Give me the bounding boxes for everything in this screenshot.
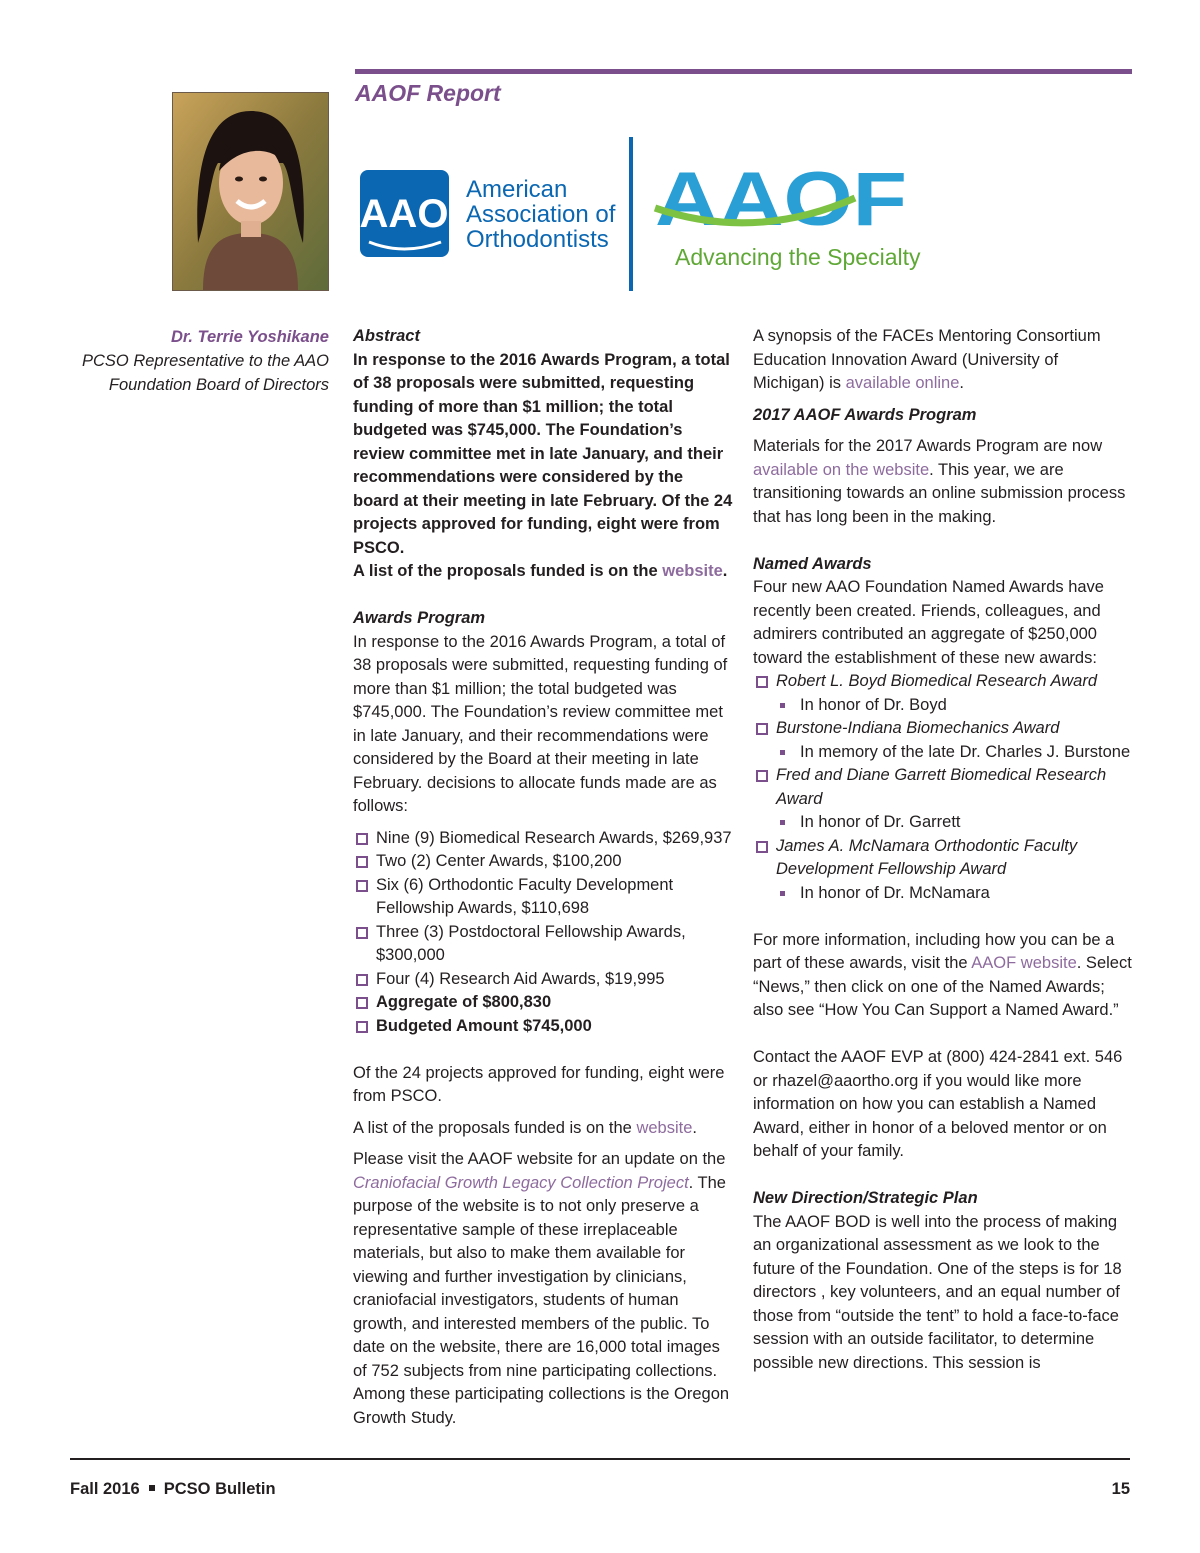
named-award-title: Robert L. Boyd Biomedical Research Award	[753, 670, 1133, 694]
available-on-website-link[interactable]: available on the website	[753, 460, 930, 479]
named-award-title: Burstone-Indiana Biomechanics Award	[753, 717, 1133, 741]
aggregate-item: Aggregate of $800,830	[353, 991, 733, 1015]
author-role-line1: PCSO Representative to the AAO	[81, 352, 329, 370]
awards-2017-paragraph	[753, 435, 1133, 529]
synopsis-period: .	[959, 374, 964, 392]
left-column	[353, 325, 733, 1430]
aaof-tagline: Advancing the Specialty	[675, 244, 921, 270]
awards-2017-text: Materials for the 2017 Awards Program are now	[753, 437, 1103, 455]
named-award-sublist	[753, 811, 1133, 835]
footer-publication: PCSO Bulletin	[163, 1480, 276, 1498]
list-item: Three (3) Postdoctoral Fellowship Awards, $300,000	[353, 921, 733, 968]
funded-list-text: A list of the proposals funded is on the	[353, 1118, 632, 1137]
author-name: Dr. Terrie Yoshikane	[170, 328, 329, 346]
top-rule	[355, 69, 1132, 74]
named-award-honor: In honor of Dr. McNamara	[753, 882, 1133, 906]
named-award-honor: In honor of Dr. Garrett	[753, 811, 1133, 835]
author-photo	[172, 92, 329, 291]
page-number: 15	[1111, 1480, 1130, 1498]
named-award-honor: In memory of the late Dr. Charles J. Burstone	[753, 741, 1133, 765]
more-info-rest: . Select “News,” then click on one of the Named Awards; also see “How You Can Support a Named Award.”	[753, 954, 1132, 1019]
named-award-title: Fred and Diane Garrett Biomedical Research Award	[753, 764, 1133, 811]
list-item: Four (4) Research Aid Awards, $19,995	[353, 968, 733, 992]
footer-issue	[70, 1480, 276, 1499]
more-info-paragraph	[753, 929, 1133, 1023]
named-awards-text: Four new AAO Foundation Named Awards have recently been created. Friends, colleagues, and admirers contributed an aggregate of $250,000 toward the establishment of these new awards:	[753, 578, 1104, 667]
funded-list-line	[353, 1117, 733, 1141]
logo-banner	[355, 130, 925, 295]
contact-paragraph: Contact the AAOF EVP at (800) 424-2841 ext. 546 or rhazel@aaortho.org if you would like more information on how you can establish a Named Award, either in honor of a beloved mentor or on behalf of your family.	[753, 1048, 1123, 1160]
footer-rule	[70, 1458, 1130, 1460]
synopsis-paragraph	[753, 325, 1133, 396]
funded-website-link[interactable]: website	[636, 1118, 693, 1137]
logo-divider	[629, 137, 633, 291]
awards-list	[353, 827, 733, 1039]
visit-text: Please visit the AAOF website for an update on the	[353, 1150, 726, 1168]
awards-program-text: In response to the 2016 Awards Program, a total of 38 proposals were submitted, requesting funding of more than $1 million; the total budgeted was $745,000. The Foundation’s review committee met in late January, and their recommendations were considered by the Board at their meeting in late February. decisions to allocate funds made are as follows:	[353, 632, 728, 815]
named-award-honor: In honor of Dr. Boyd	[753, 694, 1133, 718]
aao-logo-mark: AAO	[359, 192, 449, 236]
funded-period: .	[692, 1118, 697, 1137]
named-award-title: James A. McNamara Orthodontic Faculty Development Fellowship Award	[753, 835, 1133, 882]
footer-issue-date: Fall 2016	[70, 1480, 140, 1498]
aaof-logo-mark: AAOF	[655, 157, 907, 242]
author-role-line2: Foundation Board of Directors	[108, 376, 329, 394]
available-online-link[interactable]: available online	[845, 374, 960, 392]
more-info-text: For more information, including how you can be a part of these awards, visit the	[753, 930, 1115, 972]
section-title: AAOF Report	[355, 80, 501, 106]
visit-rest: . The purpose of the website is to not only preserve a representative sample of these irreplaceable materials, but also to make them available for viewing and further investigation by clinicians, craniofacial investigators, students of human growth, and interested members of the public. To date on the website, there are 16,000 total images of 752 subjects from nine participating collections. Among these participating collections is the Oregon Growth Study.	[353, 1173, 730, 1427]
craniofacial-project-link[interactable]: Craniofacial Growth Legacy Collection Project	[353, 1173, 689, 1192]
list-item: Nine (9) Biomedical Research Awards, $269,937	[353, 827, 733, 851]
abstract-text: In response to the 2016 Awards Program, a total of 38 proposals were submitted, requesting funding of more than $1 million; the total budgeted was $745,000. The Foundation’s review committee met in late January, and their recommendations were considered by the board at their meeting in late February. Of the 24 projects approved for funding, eight were from PSCO.	[353, 350, 733, 557]
named-awards-list	[753, 670, 1133, 694]
author-caption	[29, 325, 329, 397]
named-awards-heading: Named Awards	[753, 554, 872, 573]
visit-paragraph	[353, 1148, 733, 1430]
named-awards-list	[753, 717, 1133, 741]
named-award-sublist	[753, 741, 1133, 765]
awards-2017-rest: . This year, we are transitioning towards an online submission process that has long been in the making.	[753, 460, 1126, 526]
abstract-list-line	[353, 560, 733, 584]
named-awards-list	[753, 835, 1133, 882]
named-awards-list	[753, 764, 1133, 811]
awards-program-heading: Awards Program	[353, 609, 486, 627]
portrait-image	[173, 93, 328, 290]
named-award-sublist	[753, 882, 1133, 906]
awards-2017-heading: 2017 AAOF Awards Program	[753, 405, 977, 424]
abstract-period: .	[722, 562, 728, 580]
named-award-sublist	[753, 694, 1133, 718]
aao-name-line1: American	[466, 176, 568, 203]
budgeted-item: Budgeted Amount $745,000	[353, 1015, 733, 1039]
list-item: Two (2) Center Awards, $100,200	[353, 850, 733, 874]
aaof-website-link[interactable]: AAOF website	[971, 954, 1077, 972]
strategic-plan-heading: New Direction/Strategic Plan	[753, 1189, 978, 1207]
synopsis-text: A synopsis of the FACEs Mentoring Consortium Education Innovation Award (University of Michigan) is	[753, 327, 1101, 392]
footer-bullet	[149, 1485, 155, 1491]
projects-text: Of the 24 projects approved for funding, eight were from PSCO.	[353, 1063, 725, 1105]
list-item: Six (6) Orthodontic Faculty Development Fellowship Awards, $110,698	[353, 874, 733, 921]
abstract-website-link[interactable]: website	[662, 562, 723, 580]
strategic-plan-text: The AAOF BOD is well into the process of making an organizational assessment as we look to the future of the Foundation. One of the steps is for 18 directors , key volunteers, and an equal number of those from “outside the tent” to hold a face-to-face session with an outside facilitator, to determine possible new directions. This session is	[753, 1212, 1122, 1372]
abstract-heading: Abstract	[353, 327, 420, 345]
aao-name-line2: Association of	[466, 201, 616, 228]
abstract-list-text: A list of the proposals funded is on the	[353, 562, 658, 580]
aao-name-line3: Orthodontists	[466, 226, 609, 253]
right-column	[753, 325, 1133, 1375]
